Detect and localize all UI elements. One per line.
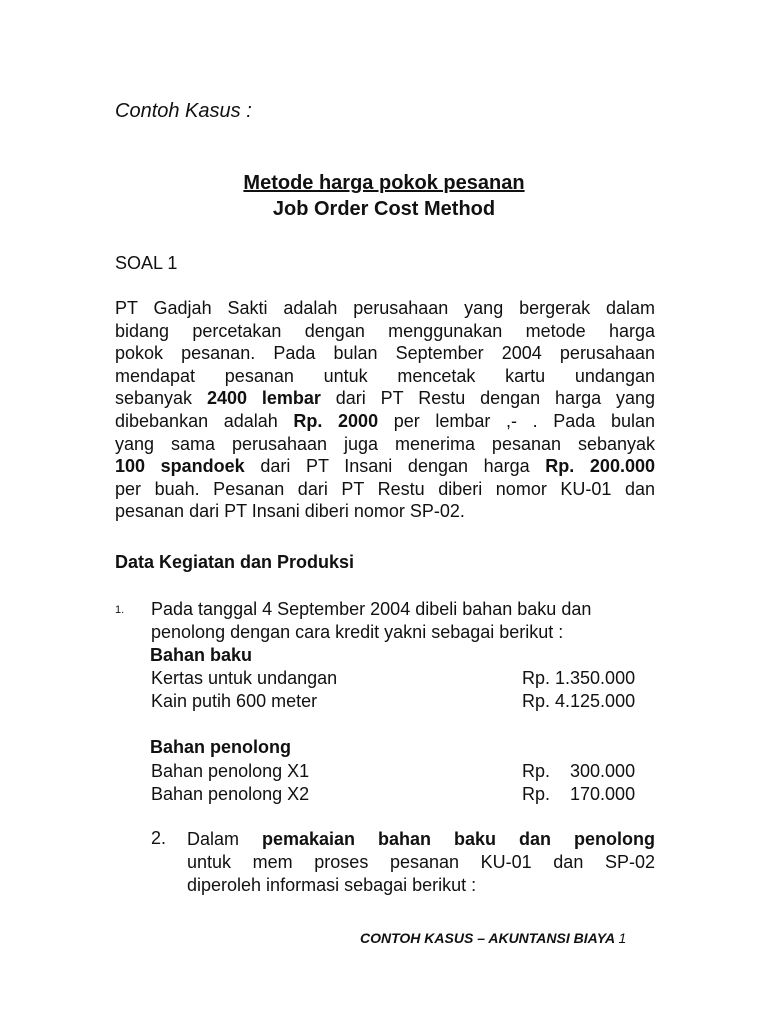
text-run: mendapat pesanan untuk mencetak kartu undangan [115,365,655,386]
paragraph-line [115,455,655,478]
bold-text: pemakaian bahan baku dan penolong [262,829,655,849]
problem-label: SOAL 1 [115,253,178,273]
paragraph-line [115,297,655,320]
page-footer [360,930,626,946]
intro-title: Contoh Kasus : [115,100,252,122]
bahan-baku-heading: Bahan baku [150,645,253,665]
paragraph-line [115,410,655,433]
paragraph-line [115,433,655,456]
document-title: Metode harga pokok pesanan [243,172,525,194]
text-run: dibebankan adalah [115,410,294,431]
bahan-baku-row-amount: Rp. 1.350.000 [522,668,636,688]
paragraph-line [115,478,655,501]
paragraph-line [115,320,655,343]
text-run: per buah. Pesanan dari PT Restu diberi nomor KU-01 dan [115,478,655,499]
bahan-penolong-row-label: Bahan penolong X1 [151,761,310,781]
bold-text: Rp. 2000 [293,410,379,431]
item1-text-line2: penolong dengan cara kredit yakni sebagai berikut : [151,622,564,642]
paragraph-line [115,387,655,410]
bold-text: 100 spandoek [115,456,245,477]
item2-line [187,874,655,897]
text-run: pokok pesanan. Pada bulan September 2004 perusahaan [115,343,655,364]
bahan-penolong-heading: Bahan penolong [150,737,291,757]
text-run: pesanan dari PT Insani diberi nomor SP-02. [115,501,465,522]
text-run: yang sama perusahaan juga menerima pesanan sebanyak [115,433,655,454]
item2-text [187,828,655,897]
text-run: PT Gadjah Sakti adalah perusahaan yang bergerak dalam [115,298,655,318]
bahan-baku-row-amount: Rp. 4.125.000 [522,691,636,711]
text-run: dari PT Restu dengan harga yang [320,388,655,409]
section-heading: Data Kegiatan dan Produksi [115,552,355,572]
bahan-penolong-row-label: Bahan penolong X2 [151,784,310,804]
item1-text-line1: Pada tanggal 4 September 2004 dibeli bahan baku dan [151,599,592,619]
document-subtitle: Job Order Cost Method [272,198,496,220]
text-run: diperoleh informasi sebagai berikut : [187,875,477,895]
paragraph-line [115,365,655,388]
page-number: 1 [618,930,627,946]
text-run: bidang percetakan dengan menggunakan metode harga [115,320,655,341]
list-number-1: 1. [115,604,125,616]
bahan-baku-row-label: Kertas untuk undangan [151,668,338,688]
footer-text: CONTOH KASUS – AKUNTANSI BIAYA [360,930,619,946]
bahan-penolong-row-amount: Rp. 300.000 [522,761,636,781]
bold-text: 2400 lembar [206,388,321,409]
bold-text: Rp. 200.000 [545,456,655,477]
bahan-baku-row-label: Kain putih 600 meter [151,691,318,711]
text-run: untuk mem proses pesanan KU-01 dan SP-02 [187,852,655,872]
paragraph-line [115,500,655,523]
text-run: per lembar ,- . Pada bulan [378,410,655,431]
case-paragraph [115,297,655,523]
item2-line [187,828,655,851]
text-run: Dalam [187,829,262,849]
list-number-2: 2. [151,828,167,848]
paragraph-line [115,342,655,365]
text-run: sebanyak [115,388,207,409]
text-run: dari PT Insani dengan harga [244,456,546,477]
bahan-penolong-row-amount: Rp. 170.000 [522,784,636,804]
item2-line [187,851,655,874]
